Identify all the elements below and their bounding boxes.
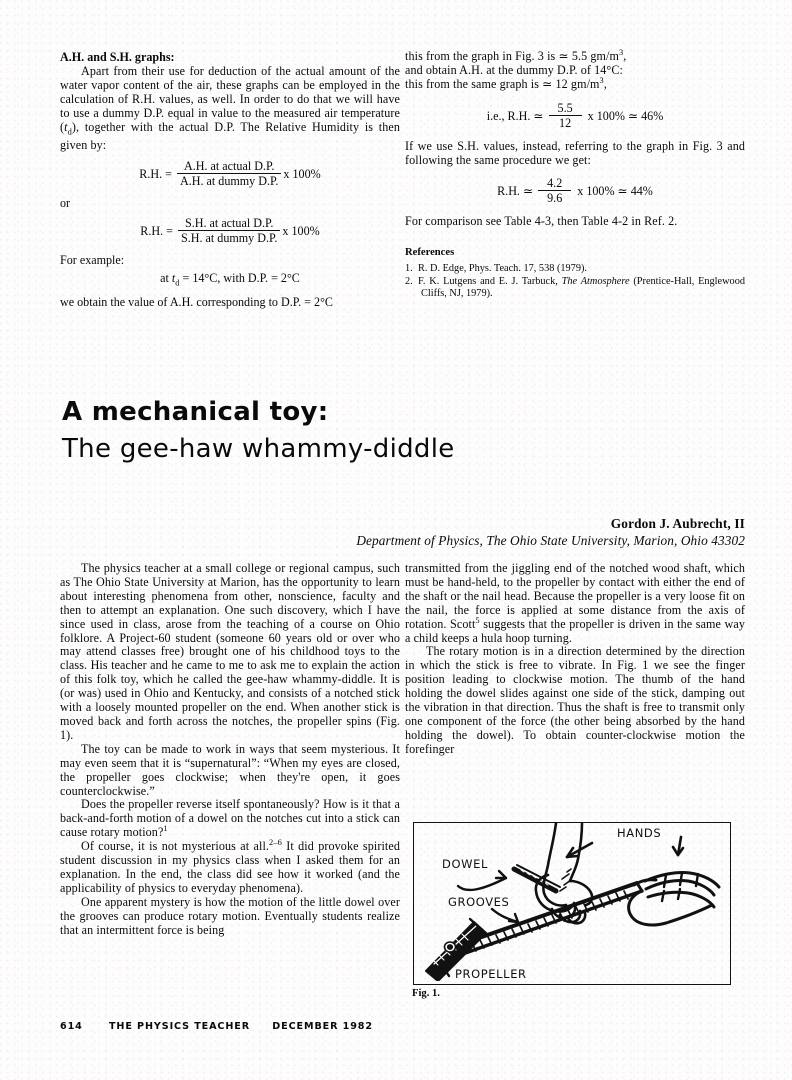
reference-text-post: (Prentice-Hall, Englewood Cliffs, NJ, 1979). <box>421 275 745 299</box>
reference-item <box>405 263 745 275</box>
fraction-numerator: 4.2 <box>547 175 563 190</box>
variable-subscript-d: d <box>67 127 72 137</box>
body-paragraph: One apparent mystery is how the motion of the little dowel over the grooves can produce rotary motion. Eventually students realize that an intermittent force is being <box>60 894 400 937</box>
reference-item <box>405 276 745 300</box>
arrow-down-right <box>673 837 683 855</box>
comma: , <box>603 76 607 91</box>
paragraph-part-b: ), together with the actual D.P. The Relative Humidity is then given by: <box>60 119 400 152</box>
author-affiliation: Department of Physics, The Ohio State University, Marion, Ohio 43302 <box>356 533 745 548</box>
author-byline <box>356 516 745 549</box>
reference-number: 1. <box>405 262 413 274</box>
equation-rhs: x 100% ≃ 44% <box>577 183 653 198</box>
footnote-marker-2-6: 2–6 <box>269 838 282 848</box>
exponent-3: 3 <box>599 75 604 85</box>
reference-title-italic: The Atmosphere <box>561 275 630 287</box>
figure-label-dowel: DOWEL <box>442 857 488 871</box>
footer-issue-date: DECEMBER 1982 <box>272 1021 373 1032</box>
footnote-marker-1: 1 <box>163 824 168 834</box>
reference-text-pre: F. K. Lutgens and E. J. Tarbuck, <box>418 275 562 287</box>
article-title-block <box>62 396 455 466</box>
equation-rhs: x 100% <box>283 166 321 181</box>
figure-label-grooves: GROOVES <box>448 895 510 909</box>
equation-rh-sh <box>60 217 400 246</box>
right-hand <box>629 872 719 925</box>
label-for-example: For example: <box>60 252 125 267</box>
body-text: transmitted from the jiggling end of the notched wood shaft, which must be hand-held, to the propeller by contact with either the end of the shaft or the nail head. Because the propeller is a very loose fit on the nail, the force is applied at some distance from the axis of rotation. Scott <box>405 561 745 631</box>
fraction <box>549 102 582 131</box>
graph-value-line3: this from the same graph is ≃ 12 gm/m <box>405 76 600 91</box>
fraction-denominator: A.H. at dummy D.P. <box>177 173 281 189</box>
body-text-cont: suggests that the propeller is driven in the same way a child keeps a hula hoop turning. <box>405 616 745 645</box>
paragraph-ah-sh-intro <box>60 65 400 153</box>
equation-rh-46 <box>405 102 745 131</box>
comma: , <box>623 49 627 63</box>
body-text-cont: It did provoke spirited student discussion in my physics class when I asked them for an explanation. In the end, the class did see how it worked (and the applicability of physics to everyday phenomena). <box>60 839 400 895</box>
closing-sentence: we obtain the value of A.H. corresponding to D.P. = 2°C <box>60 295 333 310</box>
body-paragraph <box>405 562 745 645</box>
equation-lhs: R.H. ≃ <box>497 183 534 198</box>
reference-number: 2. <box>405 275 413 287</box>
section-heading-ah-sh-graphs: A.H. and S.H. graphs: <box>60 50 175 64</box>
figure-label-hands: HANDS <box>617 826 662 840</box>
equation-rhs: x 100% ≃ 46% <box>587 108 664 123</box>
footer-page-number: 614 <box>60 1021 83 1032</box>
article-title-line-1: A mechanical toy: <box>62 397 329 427</box>
variable-t: t <box>64 119 68 134</box>
variable-t: t <box>171 270 176 285</box>
right-column-top <box>405 47 745 301</box>
body-paragraph: The physics teacher at a small college or regional campus, such as The Ohio State University at Marion, has the opportunity to learn about interesting phenomena from other, nonscience, faculty and then to attempt an explanation. One such discovery, which I have since used in class, arose from the teaching of a course on Ohio folklore. A Project-60 student (someone 60 years old or over who may attend classes free) brought one of his childhood toys to the class. His teacher and he came to me to ask me to explain the action of this folk toy, which he called the gee-haw whammy-diddle. It is (or was) used in Ohio and Kentucky, and consists of a notched stick with a loosely mounted propeller on the end. When another stick is moved back and forth across the notches, the propeller spins (Fig. 1). <box>60 561 400 742</box>
fraction-numerator: S.H. at actual D.P. <box>185 215 274 230</box>
right-hand-finger-separators <box>662 873 698 901</box>
fraction <box>178 217 280 246</box>
article-body-left <box>60 562 400 937</box>
footnote-marker-5: 5 <box>475 615 480 625</box>
paragraph-graph-values <box>405 47 745 92</box>
equation-lhs: R.H. = <box>139 166 172 181</box>
equation-rhs: x 100% <box>282 223 320 238</box>
article-title-line-2: The gee-haw whammy-diddle <box>62 434 455 464</box>
body-paragraph: The rotary motion is in a direction determined by the direction in which the stick is free to vibrate. In Fig. 1 we see the finger position leading to clockwise motion. The thumb of the hand holding the dowel slides against one side of the stick, damping out the vibration in that direction. Thus the shaft is free to transmit only one component of the force (the other being absorbed by the hand holding the dowel). To obtain counter-clockwise motion the forefinger <box>405 644 745 756</box>
footer-journal-name: THE PHYSICS TEACHER <box>108 1021 251 1032</box>
gee-haw-whammy-diddle-illustration <box>414 823 727 981</box>
example-pre: at <box>160 270 172 285</box>
fraction-denominator: S.H. at dummy D.P. <box>178 230 280 246</box>
author-name: Gordon J. Aubrecht, II <box>610 516 745 531</box>
paragraph-comparison: For comparison see Table 4-3, then Table 4-2 in Ref. 2. <box>405 213 678 228</box>
fraction <box>177 160 281 189</box>
fraction-denominator: 12 <box>549 115 582 131</box>
figure-caption: Fig. 1. <box>412 988 440 999</box>
equation-lhs: i.e., R.H. ≃ <box>486 108 544 123</box>
fraction-numerator: A.H. at actual D.P. <box>184 158 275 173</box>
equation-lhs: R.H. = <box>140 223 173 238</box>
paragraph-part-a: Apart from their use for deduction of the actual amount of the water vapor content of the air, these graphs can be employed in the calculation of R.H. values, as well. In order to do that we will have to use a dummy D.P. equal in value to the measured air temperature ( <box>60 64 400 134</box>
paragraph-sh-values: If we use S.H. values, instead, referring to the graph in Fig. 3 and following the same procedure we get: <box>405 138 745 167</box>
reference-text: R. D. Edge, Phys. Teach. 17, 538 (1979). <box>418 262 587 274</box>
fraction-numerator: 5.5 <box>557 100 573 115</box>
figure-1-box <box>413 822 731 985</box>
graph-value-line2: and obtain A.H. at the dummy D.P. of 14°C: <box>405 62 623 77</box>
body-text: Does the propeller reverse itself spontaneously? How is it that a back-and-forth motion of a dowel on the notches cut into a stick can cause rotary motion? <box>60 797 400 840</box>
body-paragraph <box>60 798 400 840</box>
example-post: = 14°C, with D.P. = 2°C <box>179 270 300 285</box>
fraction-denominator: 9.6 <box>538 190 571 206</box>
conjunction-or: or <box>60 195 71 210</box>
variable-subscript-d: d <box>175 278 180 288</box>
arrow-grooves <box>492 909 518 922</box>
page-footer <box>60 1021 391 1032</box>
article-body-right <box>405 562 745 757</box>
references-heading: References <box>405 246 455 258</box>
body-text: Of course, it is not mysterious at all. <box>81 839 270 854</box>
equation-rh-44 <box>405 177 745 206</box>
graph-value-line1: this from the graph in Fig. 3 is ≃ 5.5 gm/m <box>405 49 619 63</box>
figure-label-propeller: PROPELLER <box>455 967 527 981</box>
body-paragraph: The toy can be made to work in ways that seem mysterious. It may even seem that it is “supernatural”: “When my eyes are closed, the propeller goes clockwise; when they're open, it goes counterclockwise.” <box>60 741 400 798</box>
fraction <box>538 177 571 206</box>
left-column-top <box>60 50 400 309</box>
arrow-dowel <box>458 871 506 890</box>
example-condition-line <box>60 271 400 290</box>
body-paragraph <box>60 840 400 896</box>
exponent-3: 3 <box>618 47 624 57</box>
equation-rh-ah <box>60 160 400 189</box>
